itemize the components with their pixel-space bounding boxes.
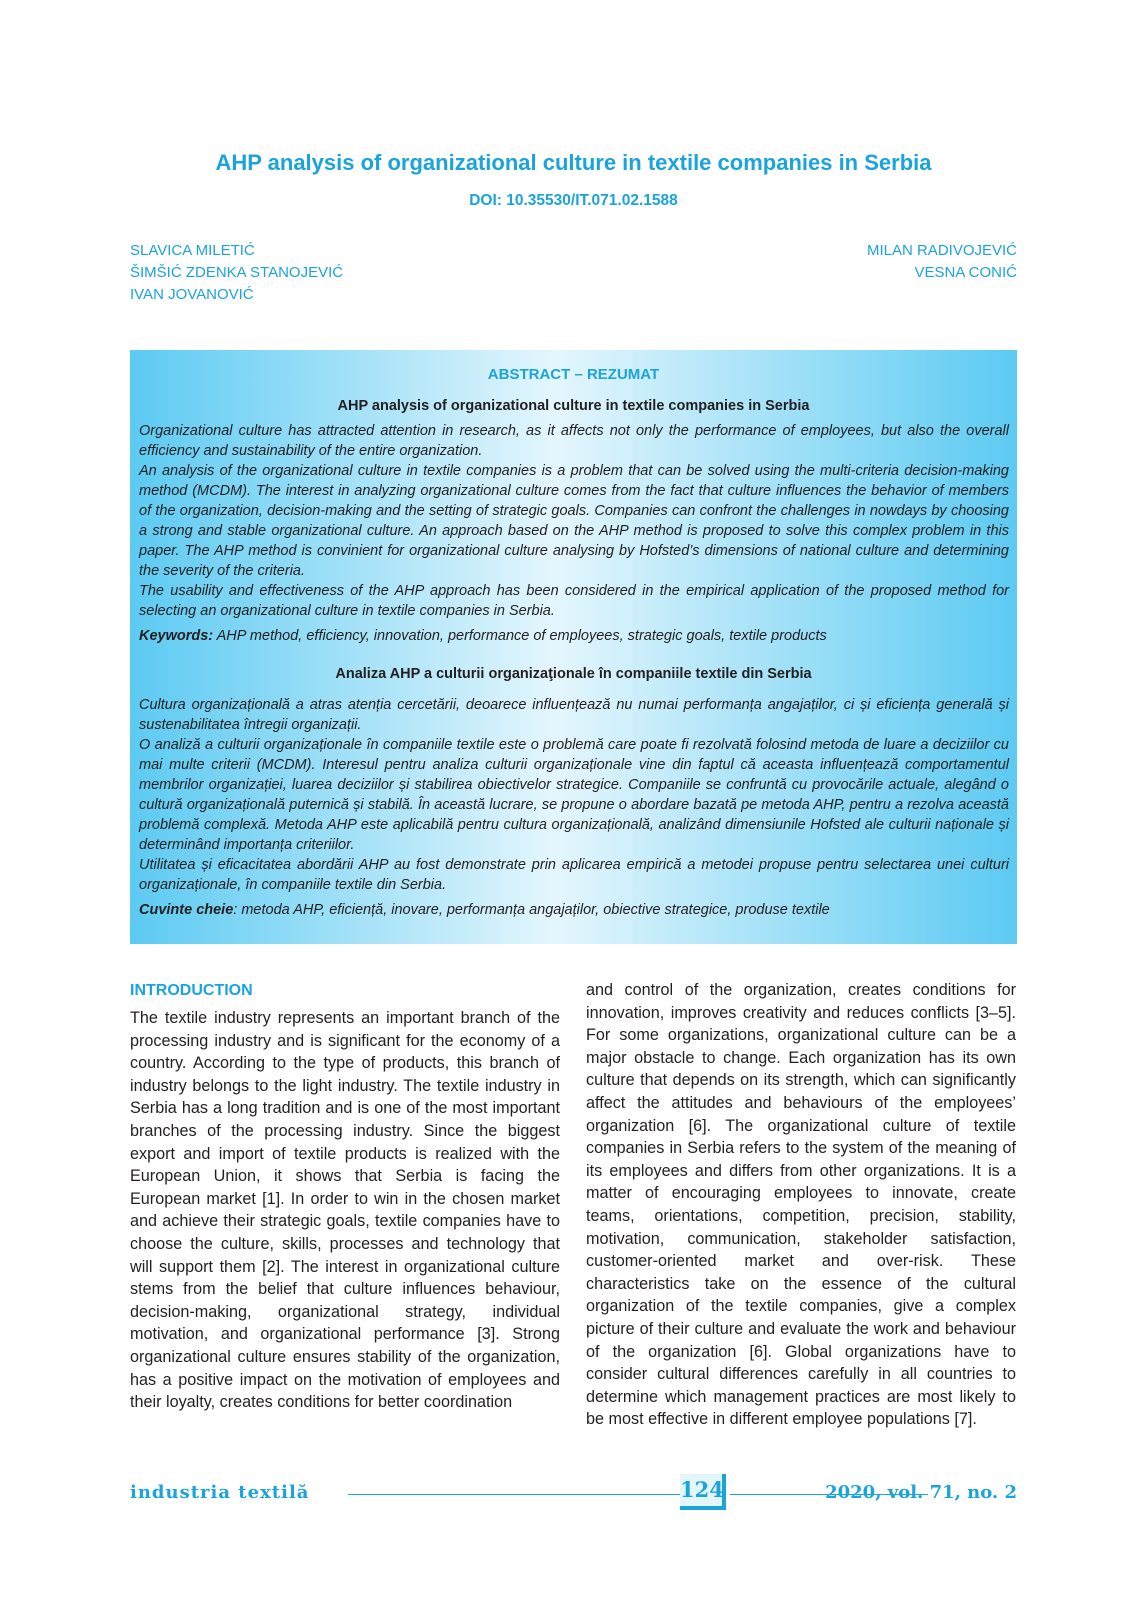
keywords-ro xyxy=(139,900,1009,920)
author: MILAN RADIVOJEVIĆ xyxy=(866,242,1017,259)
issue-info: 2020, vol. 71, no. 2 xyxy=(825,1482,1017,1503)
keywords-text: AHP method, efficiency, innovation, performance of employees, strategic goals, textile products xyxy=(213,628,827,644)
abstract-title-en: AHP analysis of organizational culture in textile companies in Serbia xyxy=(337,398,810,414)
keywords-en xyxy=(139,626,1009,646)
abstract-box xyxy=(130,350,1017,944)
author: ŠIMŠIĆ ZDENKA STANOJEVIĆ xyxy=(130,264,344,281)
section-heading: INTRODUCTION xyxy=(130,982,253,999)
keywords-label: Keywords: xyxy=(139,628,214,644)
footer xyxy=(130,1477,1017,1510)
abstract-text-en: Organizational culture has attracted attention in research, as it affects not only the performance of employees, but also the overall efficiency and sustainability of the entire organization. An analysis of the organizational culture in textile companies is a problem that can be solved using the multi-criteria decision-making method (MCDM). The interest in analyzing organizational culture comes from the fact that culture influences the behavior of members of the organization, decision-making and the setting of strategic goals. Companies can confront the challenges in nowdays by choosing a strong and stable organizational culture. An approach based on the AHP method is proposed to solve this complex problem in this paper. The AHP method is convinient for organizational culture analysing by Hofsted’s dimensions of national culture and determining the severity of the criteria. The usability and effectiveness of the AHP approach has been considered in the empirical application of the proposed method for selecting an organizational culture in textile companies in Serbia. xyxy=(139,423,1009,619)
abstract-heading: ABSTRACT – REZUMAT xyxy=(487,366,660,383)
paragraph: The textile industry represents an important branch of the processing industry and is significant for the economy of a country. According to the type of products, this branch of industry belongs to the light industry. The textile industry in Serbia has a long tradition and is one of the most important branches of the processing industry. Since the biggest export and import of textile products is realized with the European Union, it shows that Serbia is facing the European market [1]. In order to win in the chosen market and achieve their strategic goals, textile companies have to choose the culture, skills, processes and technology that will support them [2]. The interest in organizational culture stems from the belief that culture influences behaviour, decision-making, organizational strategy, individual motivation, and organizational performance [3]. Strong organizational culture ensures stability of the organization, has a positive impact on the motivation of employees and their loyalty, creates conditions for better coordination xyxy=(130,1009,560,1412)
author: SLAVICA MILETIĆ xyxy=(130,242,255,259)
keywords-label: Cuvinte cheie xyxy=(139,902,234,918)
doi: DOI: 10.35530/IT.071.02.1588 xyxy=(469,192,678,209)
keywords-text: : metoda AHP, eficiență, inovare, performanța angajaților, obiective strategice, produse textile xyxy=(233,902,830,918)
authors-right xyxy=(867,240,1017,284)
abstract-text-ro: Cultura organizațională a atras atenția cercetării, deoarece influențează nu numai performanța angajaților, ci și eficiența generală și sustenabilitatea întregii organizații. O analiză a culturii organizaționale în companiile textile este o problemă care poate fi rezolvată folosind metoda de luare a deciziilor cu mai multe criterii (MCDM). Interesul pentru analiza culturii organizaționale vine din faptul că aceasta influențează comportamentul membrilor organizației, luarea deciziilor și stabilirea obiectivelor strategice. Companiile se confruntă cu provocările actuale, alegând o cultură organizațională puternică și stabilă. În această lucrare, se propune o abordare bazată pe metoda AHP, pentru a rezolva această problemă complexă. Metoda AHP este aplicabilă pentru cultura organizațională, analizând dimensiunile Hofsted ale culturii naționale și determinând importanța criteriilor. Utilitatea și eficacitatea abordării AHP au fost demonstrate prin aplicarea empirică a metodei propuse pentru selectarea unei culturi organizaționale, în companiile textile din Serbia. xyxy=(139,697,1009,893)
body-column-left xyxy=(130,980,560,1414)
footer-rule xyxy=(348,1494,680,1495)
author: VESNA CONIĆ xyxy=(914,264,1017,281)
authors-left xyxy=(130,240,343,306)
journal-name: industria textilă xyxy=(130,1482,310,1503)
page-number: 124 xyxy=(680,1474,726,1510)
body-column-right xyxy=(586,979,1016,1431)
abstract-title-ro: Analiza AHP a culturii organizaţionale în companiile textile din Serbia xyxy=(335,666,812,682)
author: IVAN JOVANOVIĆ xyxy=(130,286,254,303)
paper-title: AHP analysis of organizational culture in textile companies in Serbia xyxy=(215,150,932,175)
paragraph: and control of the organization, creates conditions for innovation, improves creativity and reduces conflicts [3–5]. For some organizations, organizational culture can be a major obstacle to change. Each organization has its own culture that depends on its strength, which can significantly affect the attitudes and behaviours of the employees’ organization [6]. The organizational culture of textile companies in Serbia refers to the system of the meaning of its employees and differs from other organizations. It is a matter of encouraging employees to innovate, create teams, orientations, competition, precision, stability, motivation, communication, stakeholder satisfaction, customer-oriented market and over-risk. These characteristics take on the essence of the cultural organization of the textile companies, give a complex picture of their culture and evaluate the work and behaviour of the organization [6]. Global organizations have to consider cultural differences carefully in all countries to determine which management practices are most likely to be most effective in different employee populations [7]. xyxy=(586,981,1016,1429)
